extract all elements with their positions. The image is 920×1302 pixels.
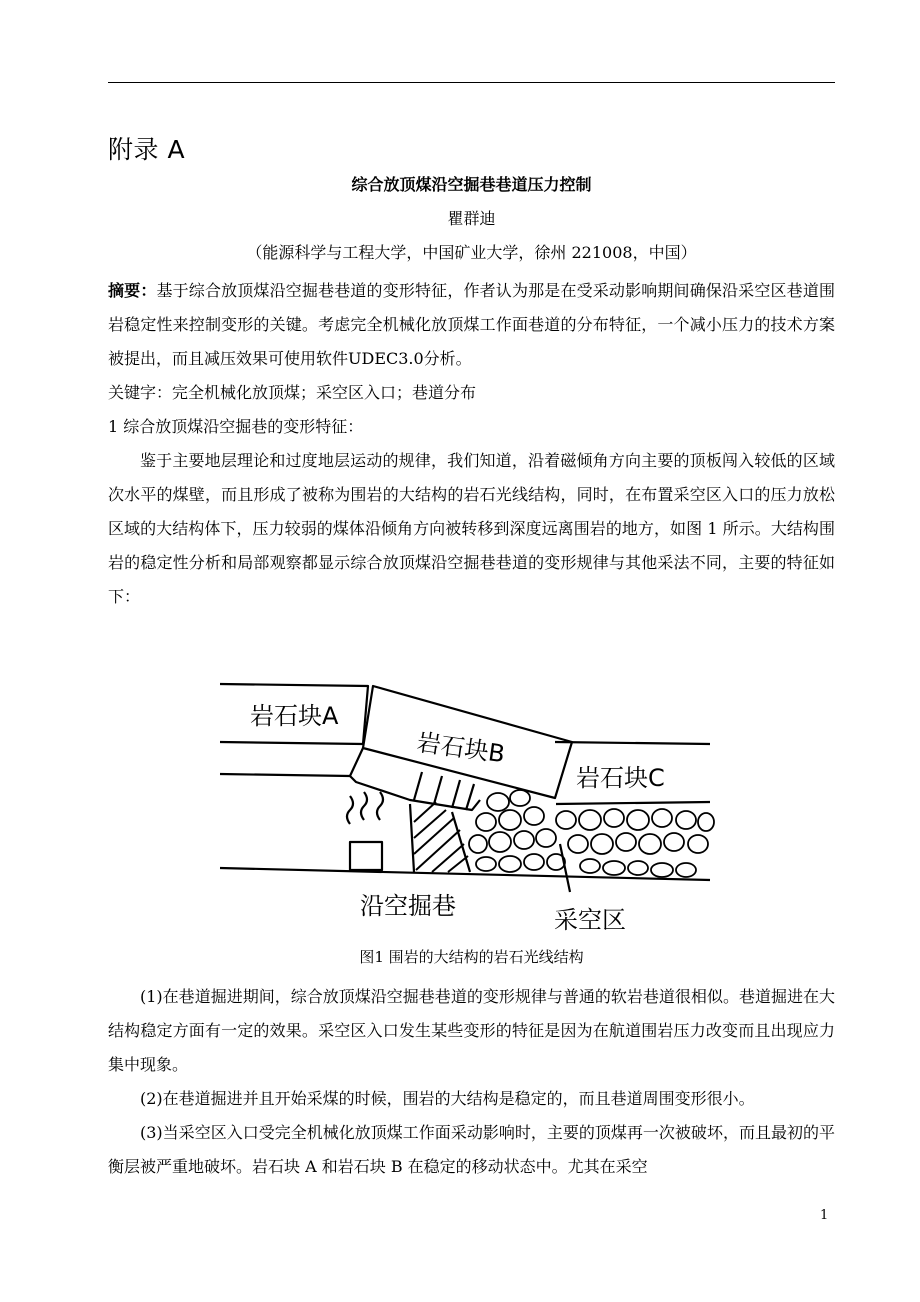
label-goaf: 采空区	[554, 906, 626, 934]
label-roadway: 沿空掘巷	[360, 892, 456, 920]
roadway-shape	[350, 842, 382, 870]
keywords: 关键字：完全机械化放顶煤；采空区入口；巷道分布	[108, 383, 477, 402]
strata-line	[220, 774, 350, 776]
section-heading: 1 综合放顶煤沿空掘巷的变形特征：	[108, 417, 364, 436]
label-rock-a: 岩石块A	[250, 702, 339, 730]
body-paragraph-1: 鉴于主要地层理论和过度地层运动的规律，我们知道，沿着磁倾角方向主要的顶板闯入较低的区域次水平的煤壁，而且形成了被称为围岩的大结构的岩石光线结构，同时，在布置采空区入口的压力放松区域的大结构体下，压力较弱的煤体沿倾角方向被转移到深度远离围岩的地方，如图 1 所示。大结构围岩的稳定性分析和局部观察都显示综合放顶煤沿空掘巷巷道的变形规律与其他采法不同，主要的特征如下：	[108, 451, 835, 606]
floor-line	[220, 868, 710, 880]
rock-structure-figure	[210, 672, 720, 944]
author: 瞿群迪	[447, 209, 496, 228]
list-item-2: (2)在巷道掘进并且开始采煤的时候，围岩的大结构是稳定的，而且巷道周围变形很小。	[140, 1089, 755, 1108]
affiliation: （能源科学与工程大学，中国矿业大学，徐州 221008，中国）	[246, 243, 697, 262]
paper-title: 综合放顶煤沿空掘巷巷道压力控制	[351, 175, 592, 194]
page-number: 1	[820, 1208, 829, 1223]
header-rule	[108, 82, 835, 83]
figure-caption: 图1 围岩的大结构的岩石光线结构	[359, 948, 584, 966]
label-rock-b: 岩石块B	[415, 728, 507, 769]
abstract-label: 摘要：	[108, 281, 157, 300]
list-item-1: (1)在巷道掘进期间，综合放顶煤沿空掘巷巷道的变形规律与普通的软岩巷道很相似。巷道掘进在大结构稳定方面有一定的效果。采空区入口发生某些变形的特征是因为在航道围岩压力改变而且出现应力集中现象。	[108, 987, 835, 1074]
label-rock-c: 岩石块C	[576, 764, 665, 792]
list-item-3: (3)当采空区入口受完全机械化放顶煤工作面采动影响时，主要的顶煤再一次被破坏，而且最初的平衡层被严重地破坏。岩石块 A 和岩石块 B 在稳定的移动状态中。尤其在采空	[108, 1123, 835, 1176]
abstract-text: 基于综合放顶煤沿空掘巷巷道的变形特征，作者认为那是在受采动影响期间确保沿采空区巷道围岩稳定性来控制变形的关键。考虑完全机械化放顶煤工作面巷道的分布特征，一个减小压力的技术方案被提出，而且减压效果可使用软件UDEC3.0分析。	[108, 281, 835, 368]
abstract	[108, 274, 835, 376]
appendix-heading: 附录 A	[108, 135, 186, 164]
